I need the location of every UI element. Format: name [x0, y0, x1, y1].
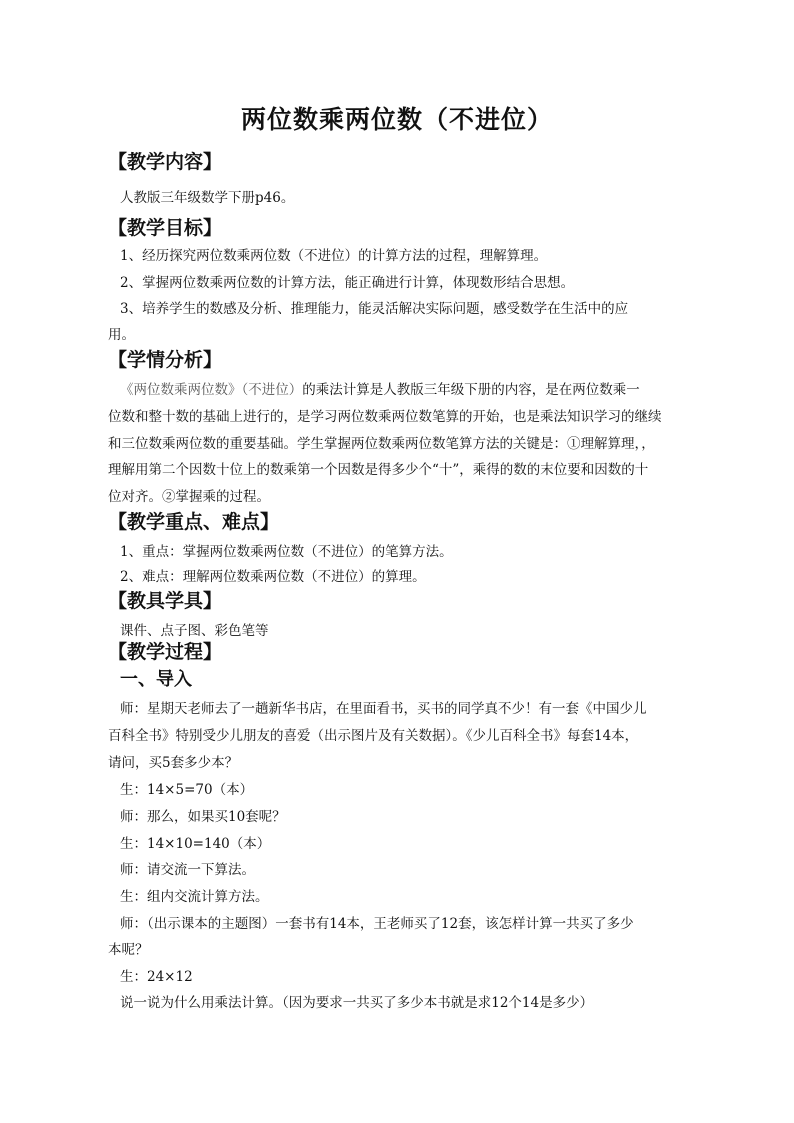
process-line: 说一说为什么用乘法计算。（因为要求一共买了多少本书就是求12个14是多少）	[120, 995, 594, 1011]
analysis-line-rest: 的乘法计算是人教版三年级下册的内容，是在两位数乘一	[302, 382, 640, 398]
analysis-line: 理解用第二个因数十位上的数乘第一个因数是得多少个“十”，乘得的数的末位要和因数的十	[108, 462, 649, 478]
analysis-line: 位数和整十数的基础上进行的，是学习两位数乘两位数笔算的开始，也是乘法知识学习的继续	[108, 409, 662, 425]
process-line: 请问，买5套多少本？	[108, 755, 239, 771]
teaching-content-text: 人教版三年级数学下册p46。	[120, 190, 295, 206]
process-line: 师：那么，如果买10套呢？	[120, 809, 286, 825]
goal-item: 用。	[108, 327, 135, 343]
doc-title: 两位数乘两位数（不进位）	[240, 105, 553, 134]
process-line: 生：组内交流计算方法。	[120, 889, 269, 905]
key-point-item: 1、重点：掌握两位数乘两位数（不进位）的笔算方法。	[120, 544, 453, 560]
heading-teaching-tools: 【教具学具】	[108, 590, 223, 612]
process-line: 百科全书》特别受少儿朋友的喜爱（出示图片及有关数据）。《少儿百科全书》每套14本，	[108, 728, 639, 744]
analysis-quote: 《两位数乘两位数》（不进位）	[120, 382, 303, 398]
heading-learner-analysis: 【学情分析】	[108, 349, 223, 371]
process-line: 师：（出示课本的主题图）一套书有14本，王老师买了12套，该怎样计算一共买了多少	[120, 916, 634, 932]
analysis-line: 和三位数乘两位数的重要基础。学生掌握两位数乘两位数笔算方法的关键是：①理解算理，，	[108, 436, 655, 452]
heading-teaching-content: 【教学内容】	[108, 151, 223, 173]
heading-teaching-process: 【教学过程】	[108, 641, 223, 663]
key-point-item: 2、难点：理解两位数乘两位数（不进位）的算理。	[120, 569, 426, 585]
process-line: 生：14×10=140（本）	[120, 836, 271, 852]
process-line: 生：24×12	[120, 969, 193, 985]
process-line: 本呢？	[108, 942, 149, 958]
heading-key-points: 【教学重点、难点】	[108, 511, 280, 533]
analysis-line	[120, 378, 640, 398]
subheading-introduction: 一、导入	[120, 669, 192, 690]
goal-item: 2、掌握两位数乘两位数的计算方法，能正确进行计算，体现数形结合思想。	[120, 275, 575, 291]
teaching-tools-text: 课件、点子图、彩色笔等	[120, 623, 269, 639]
process-line: 师：请交流一下算法。	[120, 862, 255, 878]
process-line: 师：星期天老师去了一趟新华书店，在里面看书，买书的同学真不少！有一套《中国少儿	[120, 701, 647, 717]
process-line: 生：14×5=70（本）	[120, 782, 254, 798]
analysis-line: 位对齐。②掌握乘的过程。	[108, 489, 270, 505]
heading-teaching-goals: 【教学目标】	[108, 217, 223, 239]
goal-item: 3、培养学生的数感及分析、推理能力，能灵活解决实际问题，感受数学在生活中的应	[120, 301, 629, 317]
goal-item: 1、经历探究两位数乘两位数（不进位）的计算方法的过程，理解算理。	[120, 248, 548, 264]
